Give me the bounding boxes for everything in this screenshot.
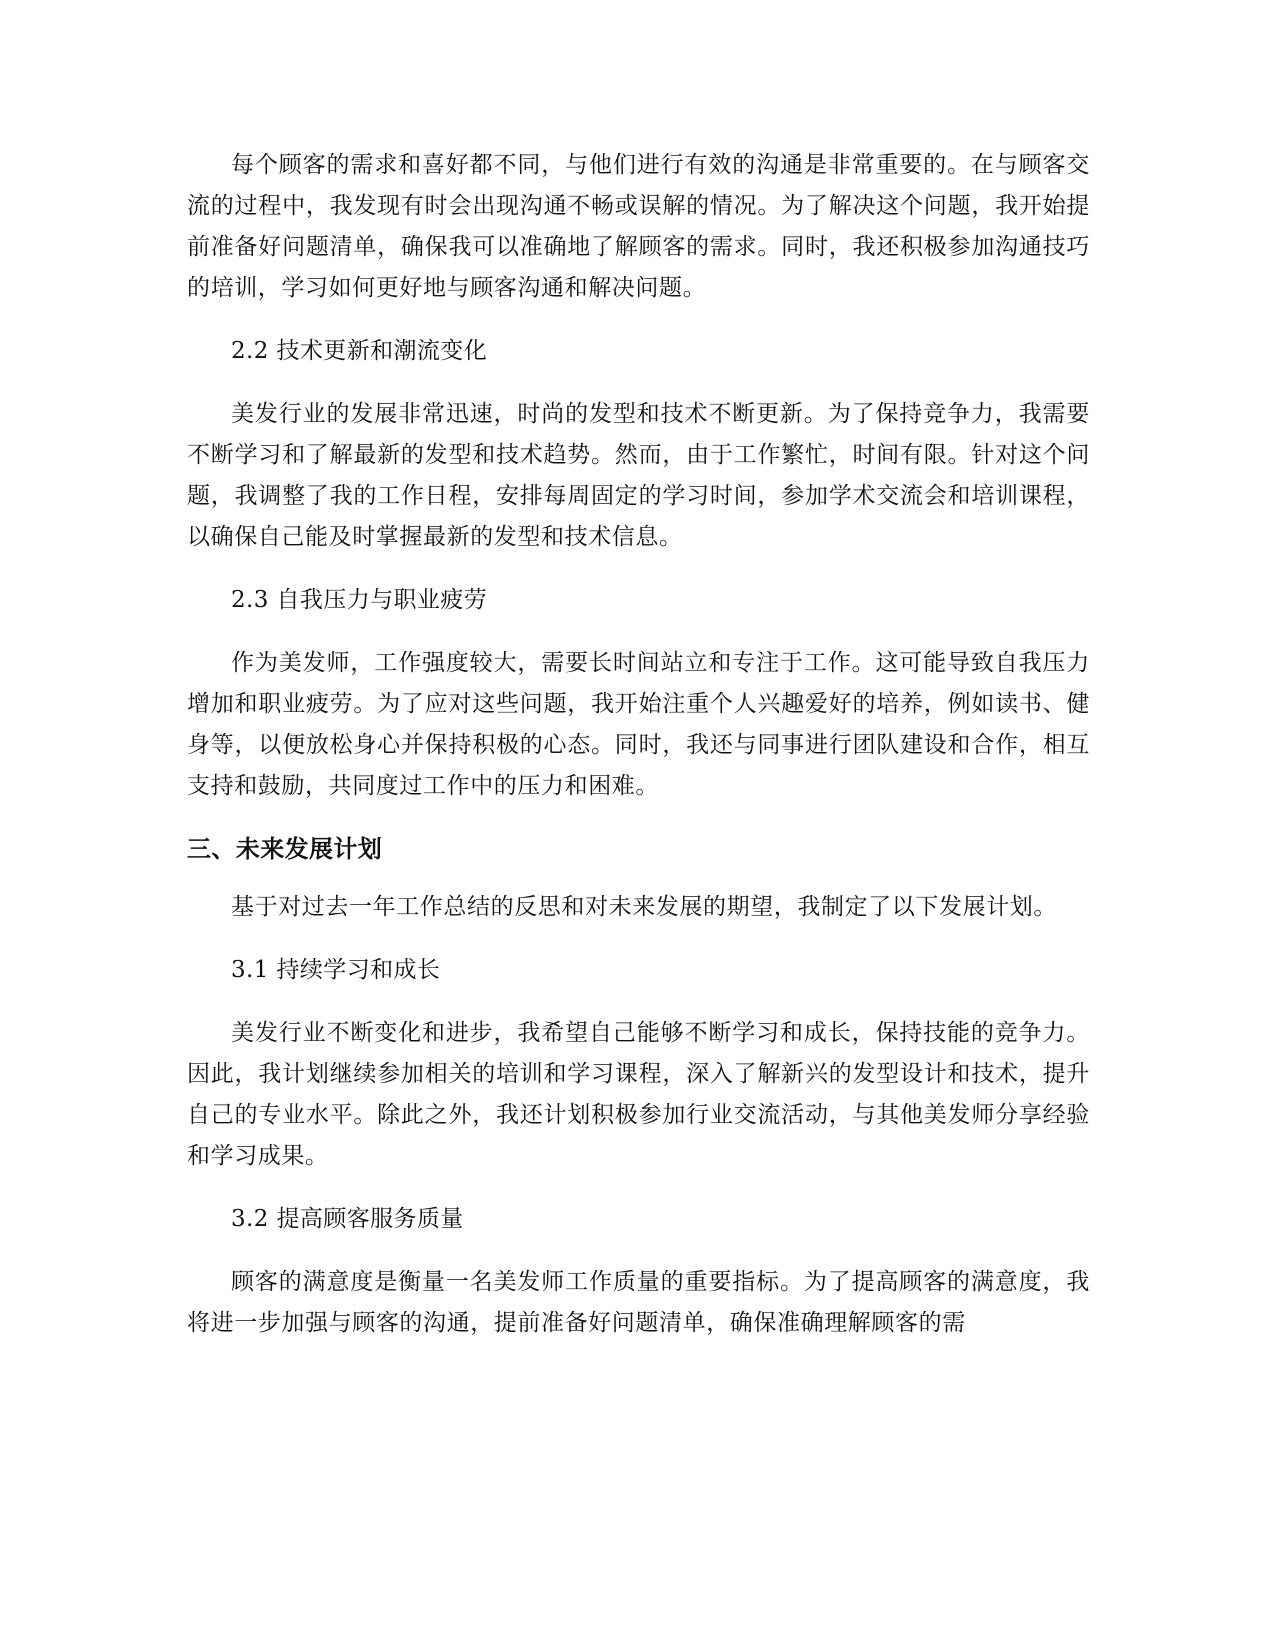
paragraph-plan-intro: 基于对过去一年工作总结的反思和对未来发展的期望，我制定了以下发展计划。 (231, 894, 1057, 920)
paragraph-tech-trends: 美发行业的发展非常迅速，时尚的发型和技术不断更新。为了保持竞争力，我需要不断学习和了解最新的发型和技术趋势。然而，由于工作繁忙，时间有限。针对这个问题，我调整了我的工作日程，安排每周固定的学习时间，参加学术交流会和培训课程，以确保自己能及时掌握最新的发型和技术信息。 (187, 401, 1090, 550)
subheading-2-2: 2.2 技术更新和潮流变化 (231, 338, 488, 364)
paragraph-stress-fatigue: 作为美发师，工作强度较大，需要长时间站立和专注于工作。这可能导致自我压力增加和职业疲劳。为了应对这些问题，我开始注重个人兴趣爱好的培养，例如读书、健身等，以便放松身心并保持积极的心态。同时，我还与同事进行团队建设和合作，相互支持和鼓励，共同度过工作中的压力和困难。 (187, 650, 1090, 799)
document-body (187, 145, 1090, 1366)
subheading-3-2: 3.2 提高顾客服务质量 (231, 1206, 464, 1232)
paragraph-service-quality: 顾客的满意度是衡量一名美发师工作质量的重要指标。为了提高顾客的满意度，我将进一步加强与顾客的沟通，提前准备好问题清单，确保准确理解顾客的需 (187, 1269, 1090, 1336)
paragraph-learning-growth: 美发行业不断变化和进步，我希望自己能够不断学习和成长，保持技能的竞争力。因此，我计划继续参加相关的培训和学习课程，深入了解新兴的发型设计和技术，提升自己的专业水平。除此之外，我还计划积极参加行业交流活动，与其他美发师分享经验和学习成果。 (187, 1020, 1090, 1169)
subheading-3-1: 3.1 持续学习和成长 (231, 957, 441, 983)
section-heading-future-plan: 三、未来发展计划 (187, 835, 383, 863)
paragraph-communication: 每个顾客的需求和喜好都不同，与他们进行有效的沟通是非常重要的。在与顾客交流的过程中，我发现有时会出现沟通不畅或误解的情况。为了解决这个问题，我开始提前准备好问题清单，确保我可以准确地了解顾客的需求。同时，我还积极参加沟通技巧的培训，学习如何更好地与顾客沟通和解决问题。 (187, 152, 1090, 301)
subheading-2-3: 2.3 自我压力与职业疲劳 (231, 587, 488, 613)
